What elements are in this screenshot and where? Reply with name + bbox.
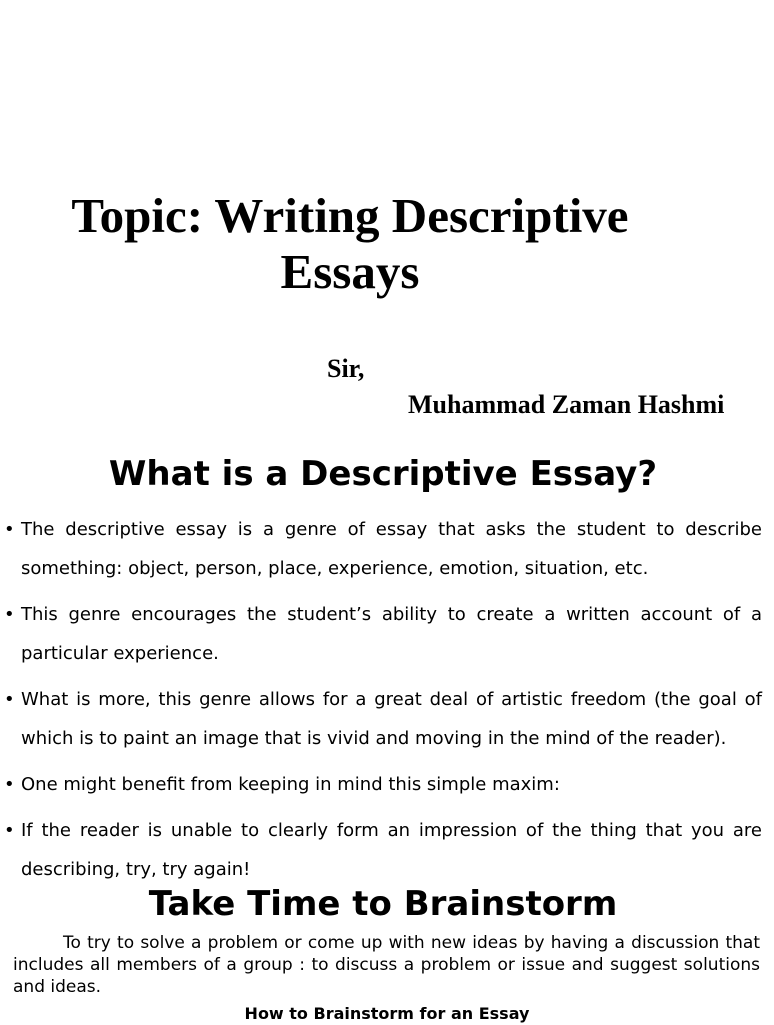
list-item xyxy=(4,510,762,588)
subheading: How to Brainstorm for an Essay xyxy=(244,1004,530,1023)
descriptive-essay-slide xyxy=(0,440,768,880)
list-item xyxy=(4,595,762,673)
list-item-text: The descriptive essay is a genre of essay that asks the student to describe something: object, person, place, experience, emotion, situation, etc. xyxy=(21,519,762,579)
list-item-text: This genre encourages the student’s ability to create a written account of a particular experience. xyxy=(21,604,762,664)
section-heading: Take Time to Brainstorm xyxy=(148,884,618,924)
list-item-text: One might benefit from keeping in mind this simple maxim: xyxy=(21,774,560,795)
bullet-icon: • xyxy=(4,604,15,625)
title-slide xyxy=(0,0,768,440)
author-name: Muhammad Zaman Hashmi xyxy=(408,390,725,419)
list-item xyxy=(4,765,762,804)
bullet-icon: • xyxy=(4,820,15,841)
section-heading: What is a Descriptive Essay? xyxy=(108,454,658,494)
list-item-text: If the reader is unable to clearly form an impression of the thing that you are describing, try, try again! xyxy=(21,820,762,880)
salutation: Sir, xyxy=(327,354,365,383)
bullet-icon: • xyxy=(4,519,15,540)
list-item-text: What is more, this genre allows for a great deal of artistic freedom (the goal of which is to paint an image that is vivid and moving in the mind of the reader). xyxy=(21,689,762,749)
page-title: Topic: Writing Descriptive Essays xyxy=(71,188,629,299)
brainstorm-slide xyxy=(0,865,768,1024)
bullet-list xyxy=(4,510,762,896)
bullet-icon: • xyxy=(4,689,15,710)
list-item xyxy=(4,680,762,758)
bullet-icon: • xyxy=(4,774,15,795)
definition-paragraph: To try to solve a problem or come up with new ideas by having a discussion that includes all members of a group : to discuss a problem or issue and suggest solutions and ideas. xyxy=(13,933,760,997)
